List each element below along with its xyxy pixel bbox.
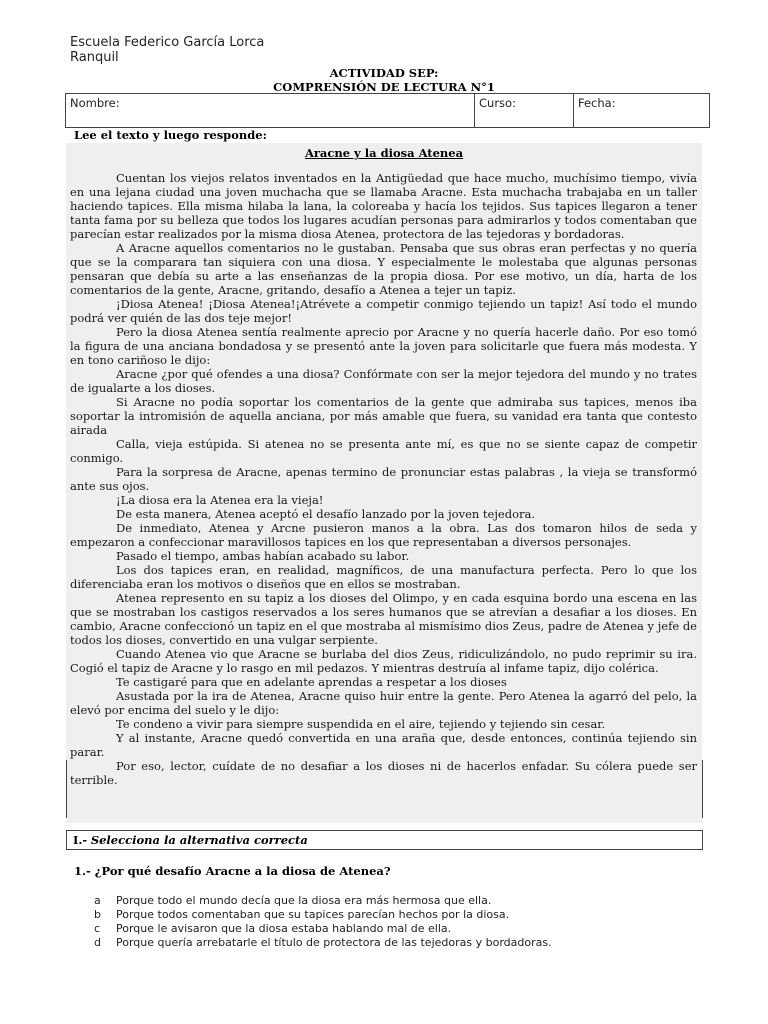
- option-text: Porque todos comentaban que su tapices parecían hechos por la diosa.: [116, 908, 510, 921]
- story-paragraph: Si Aracne no podía soportar los comentarios de la gente que admiraba sus tapices, menos iba soportar la intromisión de aquella anciana, por más amable que fuera, su vanidad era tanta que contesto airada: [70, 395, 697, 437]
- section-number: I.-: [73, 833, 88, 847]
- story-paragraph: Te castigaré para que en adelante aprendas a respetar a los dioses: [116, 675, 507, 689]
- school-header: [70, 35, 264, 65]
- story-paragraph: Los dos tapices eran, en realidad, magníficos, de una manufactura perfecta. Pero lo que los diferenciaba eran los motivos o diseños que en ellos se mostraban.: [70, 563, 697, 591]
- story-paragraph: Y al instante, Aracne quedó convertida en una araña que, desde entonces, continúa tejiendo sin parar.: [70, 731, 697, 759]
- story-paragraph: ¡Diosa Atenea! ¡Diosa Atenea!¡Atrévete a competir conmigo tejiendo un tapiz! Así todo el mundo podrá ver quién de las dos teje mejor!: [70, 297, 697, 325]
- school-name: Escuela Federico García Lorca: [70, 35, 265, 50]
- text-box-border-right: [702, 760, 703, 818]
- story-title: Aracne y la diosa Atenea: [304, 146, 464, 160]
- story-paragraph: Te condeno a vivir para siempre suspendida en el aire, tejiendo y tejiendo sin cesar.: [116, 717, 606, 731]
- story-paragraph: Calla, vieja estúpida. Si atenea no se presenta ante mí, es que no se siente capaz de competir conmigo.: [70, 437, 697, 465]
- story-body: [70, 171, 697, 787]
- option-a[interactable]: [94, 894, 552, 908]
- story-paragraph: Pero la diosa Atenea sentía realmente aprecio por Aracne y no quería hacerle daño. Por eso tomó la figura de una anciana bondadosa y se presentó ante la joven para solicitarle que fuera más modesta. Y en tono cariñoso le dijo:: [70, 325, 697, 367]
- option-text: Porque todo el mundo decía que la diosa era más hermosa que ella.: [116, 894, 492, 907]
- section-header: [66, 830, 703, 850]
- name-field[interactable]: [66, 94, 475, 128]
- story-paragraph: Por eso, lector, cuídate de no desafiar a los dioses ni de hacerlos enfadar. Su cólera puede ser terrible.: [70, 759, 697, 787]
- story-paragraph: De inmediato, Atenea y Arcne pusieron manos a la obra. Las dos tomaron hilos de seda y empezaron a confeccionar maravillosos tapices en los que representaban a diversos personajes.: [70, 521, 697, 549]
- option-text: Porque quería arrebatarle el título de protectora de las tejedoras y bordadoras.: [116, 936, 552, 949]
- story-paragraph: A Aracne aquellos comentarios no le gustaban. Pensaba que sus obras eran perfectas y no quería que se la comparara tan siquiera con una diosa. Y especialmente le molestaba que algunas personas pensaran que debía su arte a las enseñanzas de la propia diosa. Por ese motivo, un día, harta de los comentarios de la gente, Aracne, gritando, desafío a Atenea a tejer un tapiz.: [70, 241, 697, 297]
- school-city: Ranquil: [70, 50, 119, 65]
- option-c[interactable]: [94, 922, 552, 936]
- student-info-table: [65, 93, 710, 128]
- section-title: Selecciona la alternativa correcta: [90, 833, 308, 847]
- story-paragraph: Atenea represento en su tapiz a los dioses del Olimpo, y en cada esquina bordo una escena en las que se mostraban los castigos reservados a los seres humanos que se atrevían a desafiar a los dioses. En cambio, Aracne confeccionó un tapiz en el que mostraba al mismísimo dios Zeus, padre de Atenea y jefe de todos los dioses, convertido en una vulgar serpiente.: [70, 591, 697, 647]
- date-field[interactable]: [574, 94, 710, 128]
- story-paragraph: Para la sorpresa de Aracne, apenas termino de pronunciar estas palabras , la vieja se transformó ante sus ojos.: [70, 465, 697, 493]
- question-1-options: [94, 894, 552, 950]
- course-field[interactable]: [475, 94, 574, 128]
- instruction-text: Lee el texto y luego responde:: [74, 128, 267, 142]
- option-letter: d: [94, 936, 101, 949]
- date-label: Fecha:: [578, 96, 616, 110]
- option-letter: b: [94, 908, 101, 921]
- option-letter: c: [94, 922, 101, 935]
- story-paragraph: ¡La diosa era la Atenea era la vieja!: [116, 493, 324, 507]
- question-1: 1.- ¿Por qué desafío Aracne a la diosa de Atenea?: [74, 864, 391, 878]
- story-paragraph: Aracne ¿por qué ofendes a una diosa? Confórmate con ser la mejor tejedora del mundo y no trates de igualarte a los dioses.: [70, 367, 697, 395]
- option-d[interactable]: [94, 936, 552, 950]
- story-paragraph: Cuando Atenea vio que Aracne se burlaba del dios Zeus, ridiculizándolo, no pudo reprimir su ira. Cogió el tapiz de Aracne y lo rasgo en mil pedazos. Y mientras destruía al infame tapiz, dijo colérica.: [70, 647, 697, 675]
- story-paragraph: Cuentan los viejos relatos inventados en la Antigüedad que hace mucho, muchísimo tiempo, vivía en una lejana ciudad una joven muchacha que se llamaba Aracne. Esta muchacha trabajaba en un taller haciendo tapices. Ella misma hilaba la lana, la coloreaba y hacía los tejidos. Sus tapices llegaron a tener tanta fama por su belleza que todos los lugares acudían personas para admirarlos y todos comentaban que parecían estar realizados por la misma diosa Atenea, protectora de las tejedoras y bordadoras.: [70, 171, 697, 241]
- story-paragraph: Asustada por la ira de Atenea, Aracne quiso huir entre la gente. Pero Atenea la agarró del pelo, la elevó por encima del suelo y le dijo:: [70, 689, 697, 717]
- story-paragraph: De esta manera, Atenea aceptó el desafío lanzado por la joven tejedora.: [116, 507, 536, 521]
- activity-subtitle: COMPRENSIÓN DE LECTURA N°1: [273, 80, 495, 94]
- text-box-border-left: [66, 760, 67, 818]
- course-label: Curso:: [479, 96, 516, 110]
- story-paragraph: Pasado el tiempo, ambas habían acabado su labor.: [116, 549, 410, 563]
- option-letter: a: [94, 894, 101, 907]
- option-b[interactable]: [94, 908, 552, 922]
- name-label: Nombre:: [70, 96, 120, 110]
- activity-title: ACTIVIDAD SEP:: [329, 66, 439, 80]
- option-text: Porque le avisaron que la diosa estaba hablando mal de ella.: [116, 922, 452, 935]
